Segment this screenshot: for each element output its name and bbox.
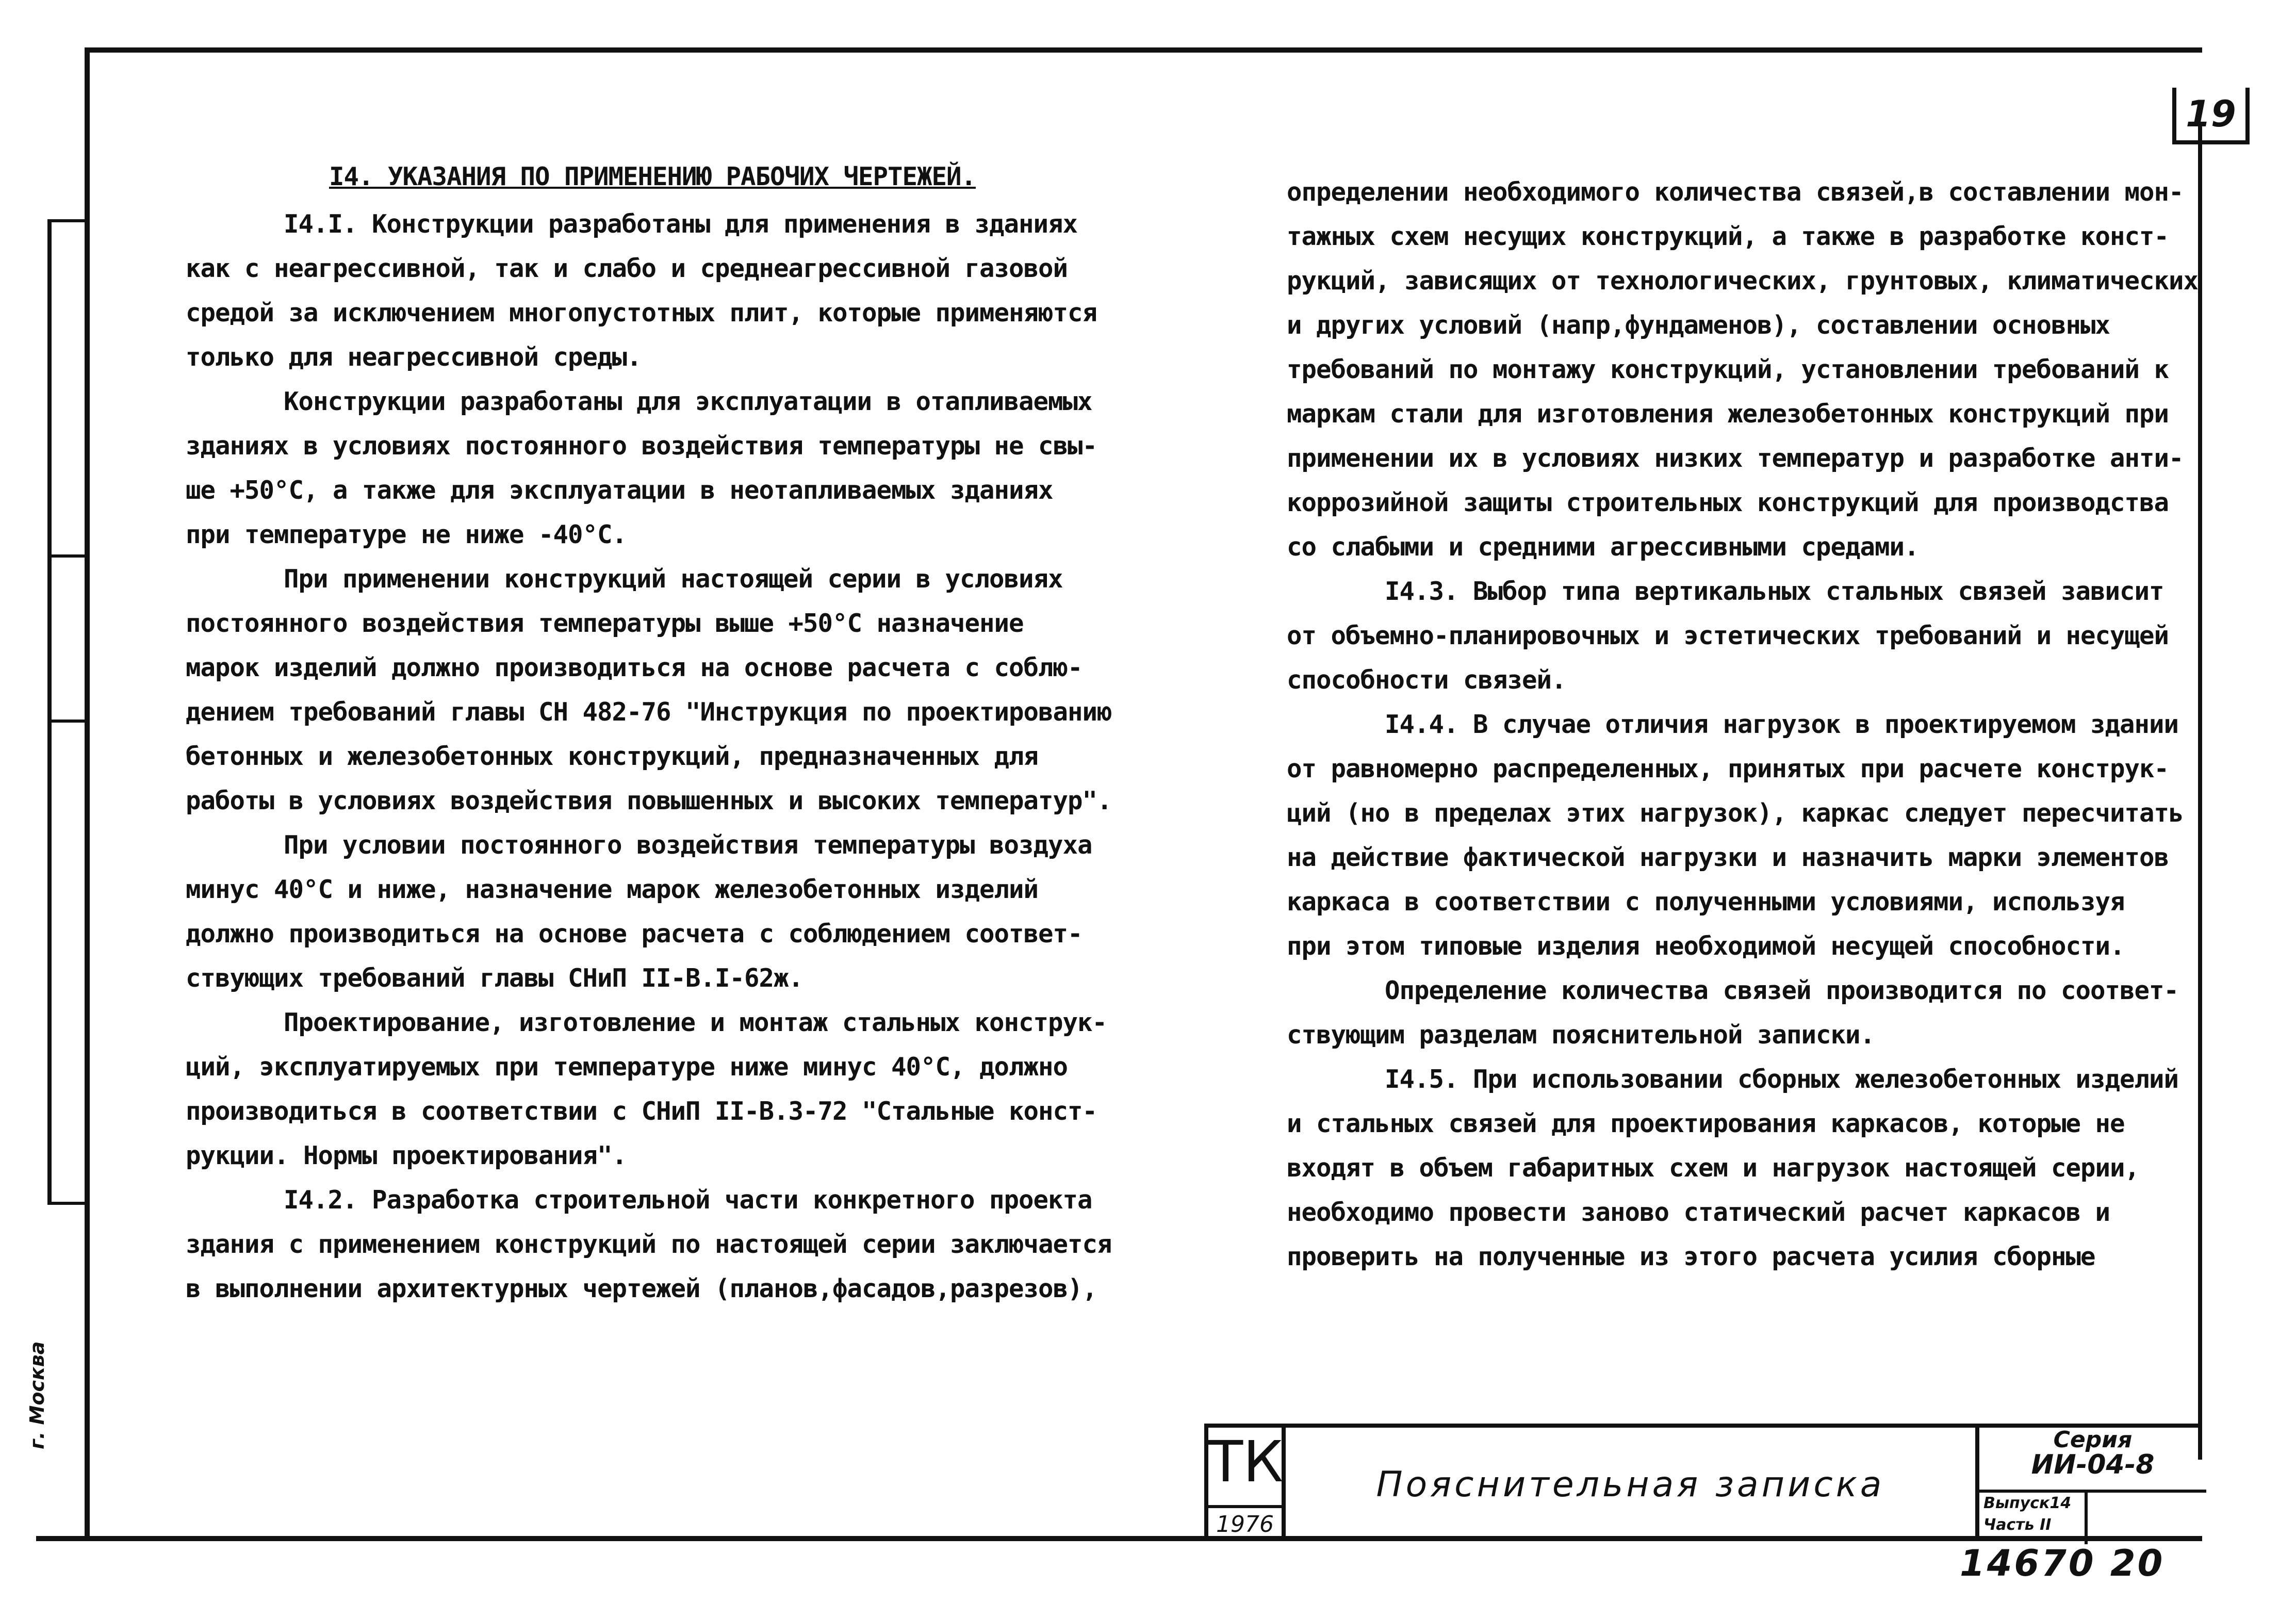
text-line: I4.I. Конструкции разработаны для применения в зданиях [284,209,1078,239]
text-line: При применении конструкций настоящей серии в условиях [284,564,1063,594]
text-line: определении необходимого количества связей,в составлении мон- [1287,177,2184,207]
stamp-year: 1976 [1208,1505,1282,1541]
text-line: ствующим разделам пояснительной записки. [1287,1020,1875,1050]
text-line: и стальных связей для проектирования каркасов, которые не [1287,1109,2125,1138]
text-line: I4.5. При использовании сборных железобетонных изделий [1385,1065,2179,1094]
text-line: ций, эксплуатируемых при температуре ниже минус 40°С, должно [186,1052,1068,1082]
paragraph [186,557,1119,823]
text-line: тажных схем несущих конструкций, а также в разработке конст- [1287,222,2169,251]
text-line: I4.3. Выбор типа вертикальных стальных связей зависит [1385,577,2164,606]
stamp-series-value: ИИ-04-8 [2031,1449,2155,1480]
text-line: способности связей. [1287,665,1566,695]
text-line: при этом типовые изделия необходимой несущей способности. [1287,931,2125,961]
text-line: и других условий (напр,фундаменов), составлении основных [1287,310,2110,340]
text-line: работы в условиях воздействия повышенных и высоких температур". [186,786,1112,815]
stamp-series [1979,1428,2206,1490]
text-line: от равномерно распределенных, принятых при расчете конструк- [1287,754,2169,783]
text-line: каркаса в соответствии с полученными условиями, используя [1287,887,2125,917]
text-line: Конструкции разработаны для эксплуатации в отапливаемых [284,387,1092,416]
text-line: I4.4. В случае отличия нагрузок в проектируемом здании [1385,710,2179,739]
text-line: постоянного воздействия температуры выше +50°С назначение [186,609,1024,638]
stamp-series-cell [1979,1428,2206,1541]
binding-strip [47,219,52,1204]
paragraph [1287,170,2215,569]
text-line: средой за исключением многопустотных плит, которые применяются [186,298,1097,328]
text-line: должно производиться на основе расчета с соблюдением соответ- [186,919,1083,949]
text-line: производиться в соответствии с СНиП II-В.3-72 "Стальные конст- [186,1097,1097,1126]
frame-top-border [88,47,2202,53]
stamp-series-label: Серия [2053,1427,2133,1453]
frame-left-border [85,47,90,1540]
text-line: как с неагрессивной, так и слабо и среднеагрессивной газовой [186,254,1068,283]
binding-tick [47,1202,89,1205]
text-line: применении их в условиях низких температур и разработке анти- [1287,444,2184,473]
right-column-body [1287,170,2215,1279]
title-block-stamp [1204,1424,2202,1541]
stamp-title: Пояснительная записка [1286,1428,1979,1541]
stamp-issue-row [1979,1490,2206,1544]
text-line: ствующих требований главы СНиП II-В.I-62ж. [186,963,803,993]
text-line: минус 40°С и ниже, назначение марок железобетонных изделий [186,875,1039,904]
stamp-code-cell [1208,1428,1286,1541]
text-line: рукции. Нормы проектирования". [186,1141,627,1170]
text-line: со слабыми и средними агрессивными средами. [1287,532,1919,562]
left-column-body [186,202,1119,1311]
stamp-part: Часть II [1983,1516,2052,1534]
text-line: бетонных и железобетонных конструкций, предназначенных для [186,742,1039,771]
text-line: марок изделий должно производиться на основе расчета с соблю- [186,653,1083,682]
page-number: 19 [2172,88,2250,144]
text-line: необходимо провести заново статический расчет каркасов и [1287,1198,2110,1227]
right-column [1287,170,2215,1279]
text-line: ций (но в пределах этих нагрузок), каркас следует пересчитать [1287,798,2184,828]
paragraph [1287,969,2215,1057]
paragraph [1287,569,2215,702]
text-line: коррозийной защиты строительных конструкций для производства [1287,488,2169,517]
paragraph [186,1001,1119,1178]
paragraph [186,380,1119,557]
text-line: требований по монтажу конструкций, установлении требований к [1287,355,2169,384]
text-line: зданиях в условиях постоянного воздействия температуры не свы- [186,431,1097,461]
text-line: только для неагрессивной среды. [186,342,642,372]
text-line: При условии постоянного воздействия температуры воздуха [284,830,1092,860]
text-line: от объемно-планировочных и эстетических требований и несущей [1287,621,2169,650]
text-line: Определение количества связей производится по соответ- [1385,976,2179,1005]
text-line: входят в объем габаритных схем и нагрузок настоящей серии, [1287,1153,2140,1183]
text-line: маркам стали для изготовления железобетонных конструкций при [1287,399,2169,429]
paragraph [186,823,1119,1001]
stamp-issue-cell [1979,1493,2088,1544]
left-column [186,155,1119,1311]
text-line: рукций, зависящих от технологических, грунтовых, климатических [1287,266,2199,296]
paragraph [186,1178,1119,1311]
paragraph [186,202,1119,380]
text-line: здания с применением конструкций по настоящей серии заключается [186,1230,1112,1259]
text-line: I4.2. Разработка строительной части конкретного проекта [284,1185,1092,1215]
section-heading: I4. УКАЗАНИЯ ПО ПРИМЕНЕНИЮ РАБОЧИХ ЧЕРТЕЖЕЙ. [329,162,976,191]
paragraph [1287,702,2215,969]
text-line: Проектирование, изготовление и монтаж стальных конструк- [284,1008,1107,1037]
text-line: проверить на полученные из этого расчета усилия сборные [1287,1242,2095,1271]
text-line: дением требований главы СН 482-76 "Инструкция по проектированию [186,697,1112,727]
binding-tick [47,554,89,558]
archive-number: 14670 20 [1960,1542,2165,1584]
binding-tick [47,720,89,723]
stamp-code: ТК [1208,1429,1284,1495]
side-note: г. Москва [26,1341,48,1449]
text-line: в выполнении архитектурных чертежей (планов,фасадов,разрезов), [186,1274,1097,1303]
text-line: при температуре не ниже -40°С. [186,520,627,549]
binding-tick [47,219,89,222]
paragraph [1287,1057,2215,1279]
text-line: ше +50°С, а также для эксплуатации в неотапливаемых зданиях [186,476,1053,505]
stamp-issue: Выпуск14 [1983,1494,2072,1512]
text-line: на действие фактической нагрузки и назначить марки элементов [1287,843,2169,872]
